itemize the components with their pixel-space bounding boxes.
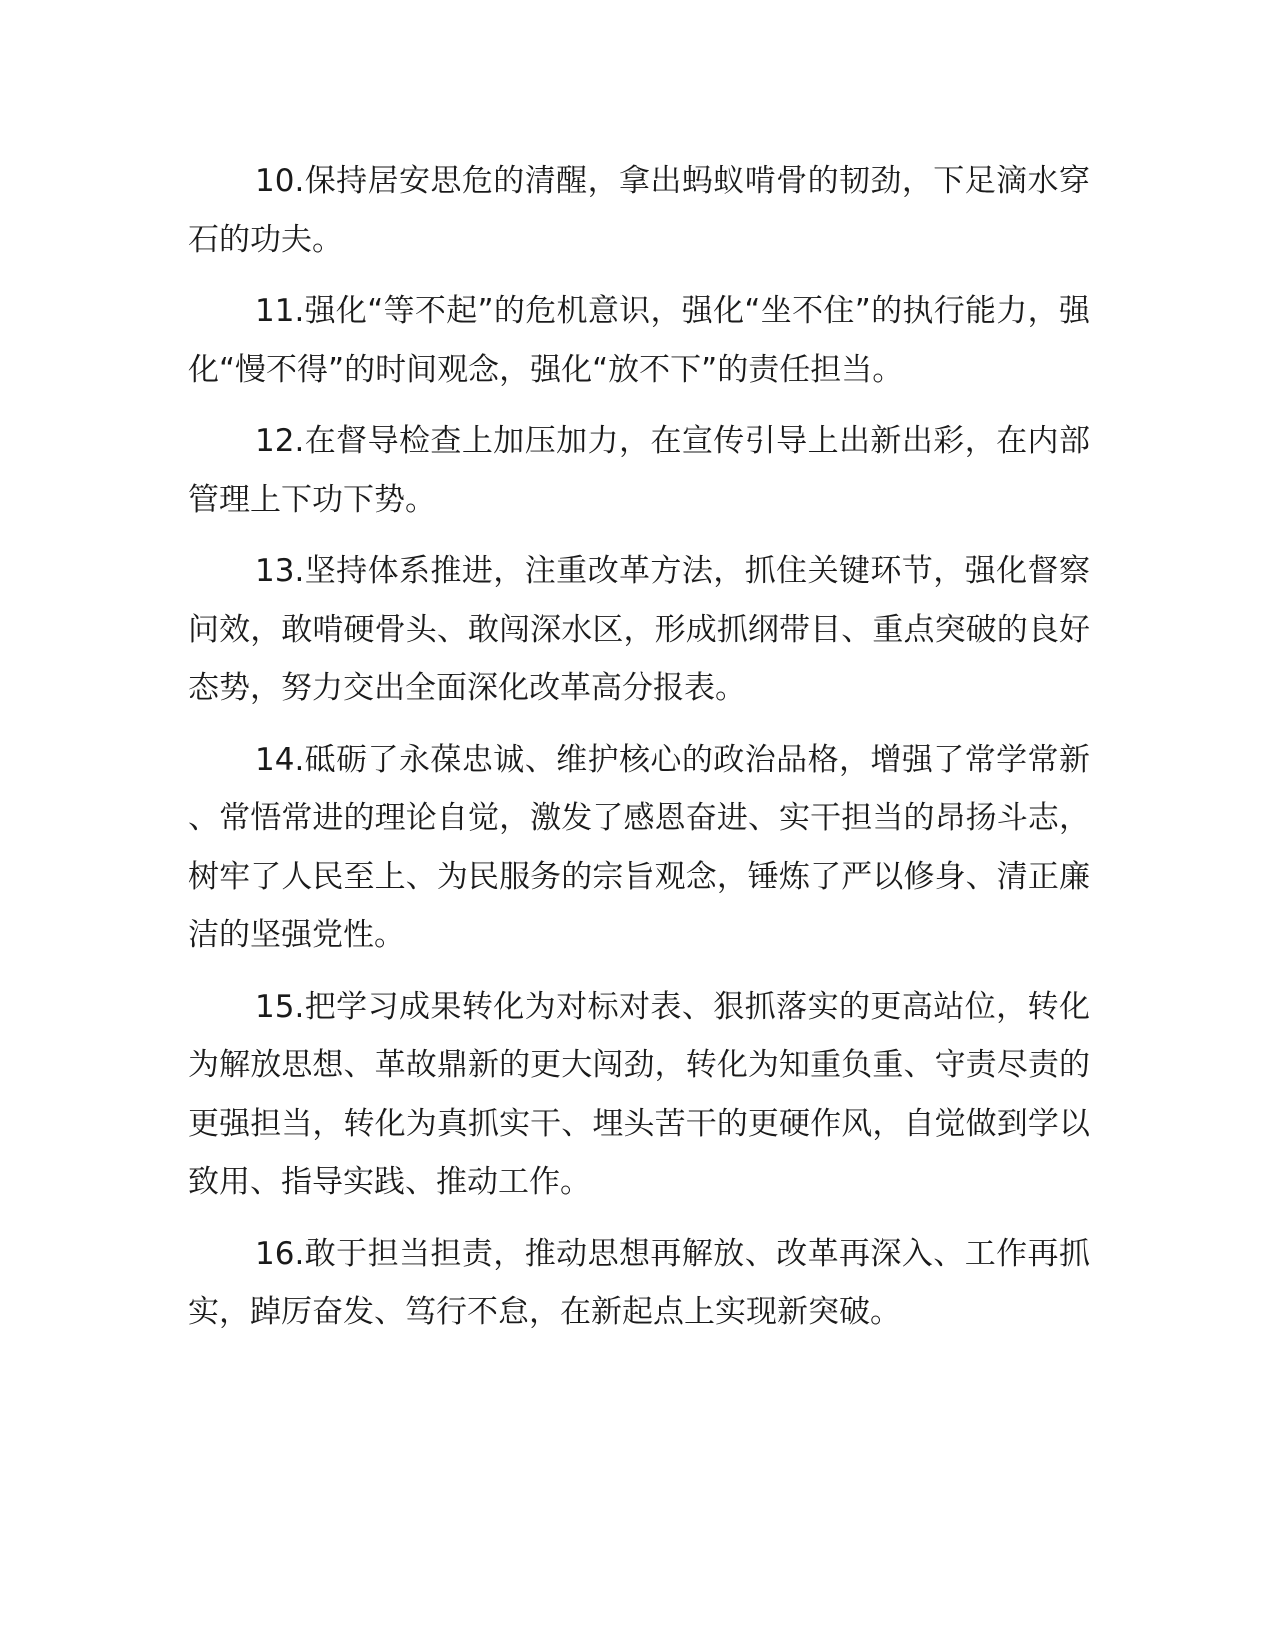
paragraph-16: 16.敢于担当担责，推动思想再解放、改革再深入、工作再抓实，踔厉奋发、笃行不怠，在新起点上实现新突破。 (188, 1235, 1090, 1330)
paragraph-14: 14.砥砺了永葆忠诚、维护核心的政治品格，增强了常学常新、常悟常进的理论自觉，激发了感恩奋进、实干担当的昂扬斗志，树牢了人民至上、为民服务的宗旨观念，锤炼了严以修身、清正廉洁的坚强党性。 (188, 741, 1090, 953)
paragraph-12: 12.在督导检查上加压加力，在宣传引导上出新出彩，在内部管理上下功下势。 (188, 423, 1090, 518)
paragraph-10: 10.保持居安思危的清醒，拿出蚂蚁啃骨的韧劲，下足滴水穿石的功夫。 (188, 163, 1090, 258)
paragraph-15: 15.把学习成果转化为对标对表、狠抓落实的更高站位，转化为解放思想、革故鼎新的更大闯劲，转化为知重负重、守责尽责的更强担当，转化为真抓实干、埋头苦干的更硬作风，自觉做到学以致用、指导实践、推动工作。 (188, 988, 1090, 1200)
paragraph-13: 13.坚持体系推进，注重改革方法，抓住关键环节，强化督察问效，敢啃硬骨头、敢闯深水区，形成抓纲带目、重点突破的良好态势，努力交出全面深化改革高分报表。 (188, 553, 1090, 706)
paragraph-11: 11.强化“等不起”的危机意识，强化“坐不住”的执行能力，强化“慢不得”的时间观念，强化“放不下”的责任担当。 (188, 293, 1090, 388)
document-body (188, 152, 1090, 1355)
